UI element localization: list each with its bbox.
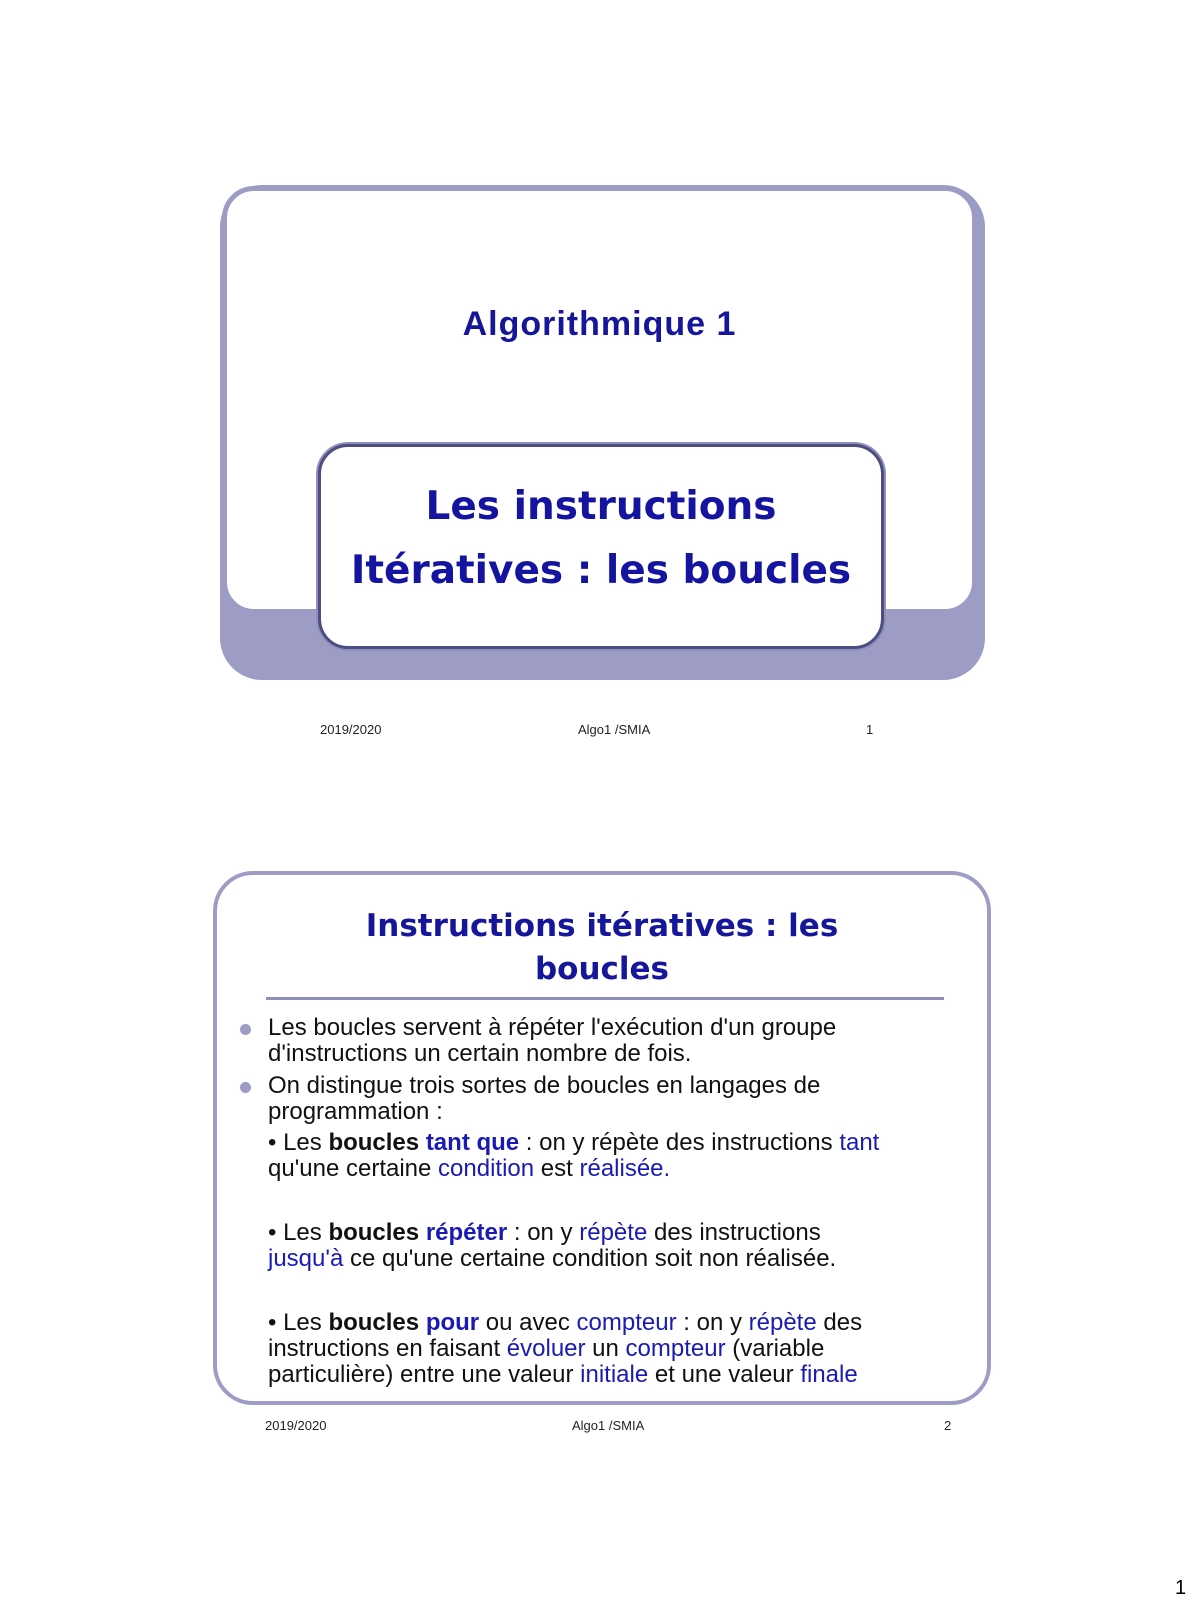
space: [419, 1129, 426, 1156]
sub1-line1: [268, 1130, 879, 1156]
sub2-text: des instructions: [647, 1219, 821, 1246]
sub2-keyword-repete: répète: [579, 1219, 648, 1246]
sub3-text: : on y: [676, 1309, 749, 1336]
sub2-line2: [268, 1246, 836, 1272]
slide1-footer-number: 1: [866, 722, 874, 737]
sub3-keyword-compteur: compteur: [576, 1309, 677, 1336]
sub3-text: et une valeur: [648, 1361, 801, 1388]
sub3-text: un: [585, 1335, 626, 1362]
sub3-text: (variable: [725, 1335, 825, 1362]
sub3-line2: [268, 1336, 824, 1362]
sub3-keyword-evoluer: évoluer: [506, 1335, 586, 1362]
sub1-keyword-tant-que: tant que: [425, 1129, 520, 1156]
sub3-keyword-initiale: initiale: [580, 1361, 649, 1388]
slide2-heading-line1: Instructions itératives : les: [365, 908, 839, 944]
sub2-line1: [268, 1220, 821, 1246]
sub1-keyword-tant: tant: [839, 1129, 880, 1156]
slide1-subtitle-box: [318, 444, 884, 649]
sub2-keyword-jusqua: jusqu'à: [268, 1245, 344, 1272]
slide2-heading-line2: boucles: [534, 951, 670, 987]
slide1-subtitle-line2: Itératives : les boucles: [350, 548, 852, 593]
sub3-boucles: boucles: [328, 1309, 420, 1336]
sub1-text: • Les: [268, 1129, 329, 1156]
sub1-keyword-realisee: réalisée.: [579, 1155, 671, 1182]
sub3-keyword-repete: répète: [748, 1309, 817, 1336]
slide2-footer-number: 2: [944, 1418, 952, 1433]
sub3-line3: [268, 1362, 858, 1388]
sub1-keyword-condition: condition: [438, 1155, 535, 1182]
sub1-boucles: boucles: [328, 1129, 420, 1156]
sub1-text: : on y répète des instructions: [519, 1129, 840, 1156]
sub3-keyword-compteur2: compteur: [625, 1335, 726, 1362]
space: [419, 1309, 426, 1336]
sub2-keyword-repeter: répéter: [425, 1219, 508, 1246]
sub3-text: particulière) entre une valeur: [268, 1361, 581, 1388]
bullet2-line1: On distingue trois sortes de boucles en langages de: [268, 1072, 821, 1099]
sub3-text: • Les: [268, 1309, 329, 1336]
sub3-text: instructions en faisant: [268, 1335, 507, 1362]
sub1-text: est: [534, 1155, 580, 1182]
slide1-subtitle-line1: Les instructions: [425, 484, 777, 529]
slide1-footer-course: Algo1 /SMIA: [578, 722, 651, 737]
slide2-heading-rule: [266, 997, 944, 1000]
bullet2-line2: programmation :: [268, 1098, 443, 1125]
sub2-boucles: boucles: [328, 1219, 420, 1246]
bullet1-line2: d'instructions un certain nombre de fois.: [268, 1040, 692, 1067]
slide2-footer-date: 2019/2020: [265, 1418, 327, 1433]
sub2-text: • Les: [268, 1219, 329, 1246]
page-number: 1: [1175, 1577, 1187, 1599]
sub1-text: qu'une certaine: [268, 1155, 439, 1182]
space: [419, 1219, 426, 1246]
sub2-text: ce qu'une certaine condition soit non réalisée.: [343, 1245, 837, 1272]
sub3-text: des: [816, 1309, 863, 1336]
sub3-text: ou avec: [479, 1309, 577, 1336]
sub3-keyword-finale: finale: [800, 1361, 858, 1388]
slide1-title: Algorithmique 1: [462, 305, 737, 343]
sub1-line2: [268, 1156, 670, 1182]
slide1-footer-date: 2019/2020: [320, 722, 382, 737]
sub3-line1: [268, 1310, 862, 1336]
slide2-footer-course: Algo1 /SMIA: [572, 1418, 645, 1433]
bullet1-line1: Les boucles servent à répéter l'exécution d'un groupe: [268, 1014, 837, 1041]
sub2-text: : on y: [507, 1219, 580, 1246]
sub3-keyword-pour: pour: [425, 1309, 480, 1336]
bullet-icon: [240, 1024, 251, 1035]
bullet-icon: [240, 1082, 251, 1093]
